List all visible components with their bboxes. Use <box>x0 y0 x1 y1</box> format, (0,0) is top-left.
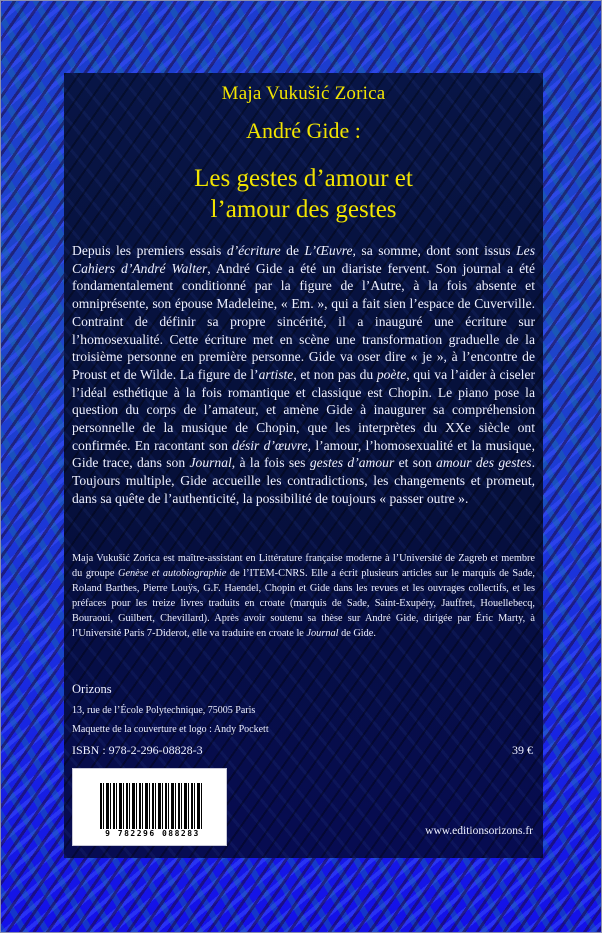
summary-segment: Les Cahiers d’André Walter <box>72 243 535 276</box>
summary-segment: Journal <box>189 455 232 471</box>
summary-segment: artiste <box>258 366 294 382</box>
publisher-website: www.editionsorizons.fr <box>425 825 533 837</box>
summary-segment: , à la fois ses <box>231 455 310 471</box>
barcode <box>72 768 227 846</box>
bio-segment: de Gide. <box>338 628 376 639</box>
summary-segment: et son <box>394 455 437 471</box>
summary-segment: gestes d’amour <box>309 455 395 471</box>
cover-credits: Maquette de la couverture et logo : Andy Pockett <box>72 724 269 735</box>
subtitle-line-1: Les gestes d’amour et <box>194 165 413 192</box>
book-subtitle <box>64 163 543 225</box>
price: 39 € <box>512 743 533 757</box>
summary-segment: désir d’œuvre <box>232 437 308 453</box>
summary-segment: L’Œuvre <box>304 243 353 258</box>
summary-segment: amour des gestes <box>436 455 532 471</box>
summary-segment: de <box>280 243 305 258</box>
bio-segment: Journal <box>306 628 339 639</box>
book-summary <box>72 242 535 508</box>
summary-segment: Depuis les premiers essais <box>72 243 227 258</box>
summary-segment: , qui va l’aider à ciseler l’idéal esthétique à la fois romantique et classique est Chopin. Le piano pose la question du corps de l’amateur, et amène Gide à inaugurer sa compréhension personnelle de la musique de Chopin, que les interprètes du XXe siècle ont confirmée. En racontant son <box>72 366 536 453</box>
book-title: André Gide : <box>246 118 361 143</box>
bio-segment: de l’ITEM-CNRS. Elle a écrit plusieurs articles sur le marquis de Sade, Roland Barthes, Pierre Louÿs, G.F. Haendel, Chopin et Gide dans les revues et les ouvrages collectifs, et les préfaces pour les treize livres traduits en croate (marquis de Sade, Saint-Exupéry, Jauffret, Houellebecq, Bouraoui, Guilbert, Chevillard). Après avoir soutenu sa thèse sur André Gide, dirigée par Éric Marty, à l’Université Paris 7-Diderot, elle va traduire en croate le <box>72 568 535 639</box>
barcode-digits: 9 782296 088283 <box>87 829 218 838</box>
back-cover-panel <box>64 73 543 858</box>
publisher-name: Orizons <box>72 682 112 696</box>
publisher-address: 13, rue de l’École Polytechnique, 75005 Paris <box>72 705 256 716</box>
summary-segment: , sa somme, dont sont issus <box>352 243 517 258</box>
bio-segment: Genèse et autobiographie <box>118 568 227 579</box>
summary-segment: , André Gide a été un diariste fervent. Son journal a été fondamentalement conditionné par la figure de l’Autre, à la fois absente et omniprésente, son épouse Madeleine, « Em. », qui a fait sien l’espace de Cuverville. Contraint de définir sa propre sincérité, il a inauguré une écriture sur l’homosexualité. Cette écriture met en scène une transformation graduelle de la troisième personne en première personne. Gide va oser dire « je », à l’encontre de Proust et de Wilde. La figure de l’ <box>72 260 535 382</box>
isbn: ISBN : 978-2-296-08828-3 <box>72 743 203 757</box>
barcode-bars <box>100 783 204 833</box>
author-name: Maja Vukušić Zorica <box>221 83 386 104</box>
summary-segment: poète <box>376 366 407 382</box>
bio-segment: Maja Vukušić Zorica est maître-assistant en Littérature française moderne à l’Université de Zagreb et membre du groupe <box>72 553 535 579</box>
summary-segment: , l’amour, l’homosexualité et la musique, Gide trace, dans son <box>72 437 535 471</box>
author-bio <box>72 551 535 641</box>
summary-segment: d’écriture <box>226 243 281 258</box>
summary-segment: . Toujours multiple, Gide accueille les contradictions, les changements et promeut, dans sa quête de l’authenticité, la possibilité de toujours « passer outre ». <box>72 455 535 506</box>
subtitle-line-2: l’amour des gestes <box>210 196 397 223</box>
summary-segment: , et non pas du <box>293 366 377 382</box>
